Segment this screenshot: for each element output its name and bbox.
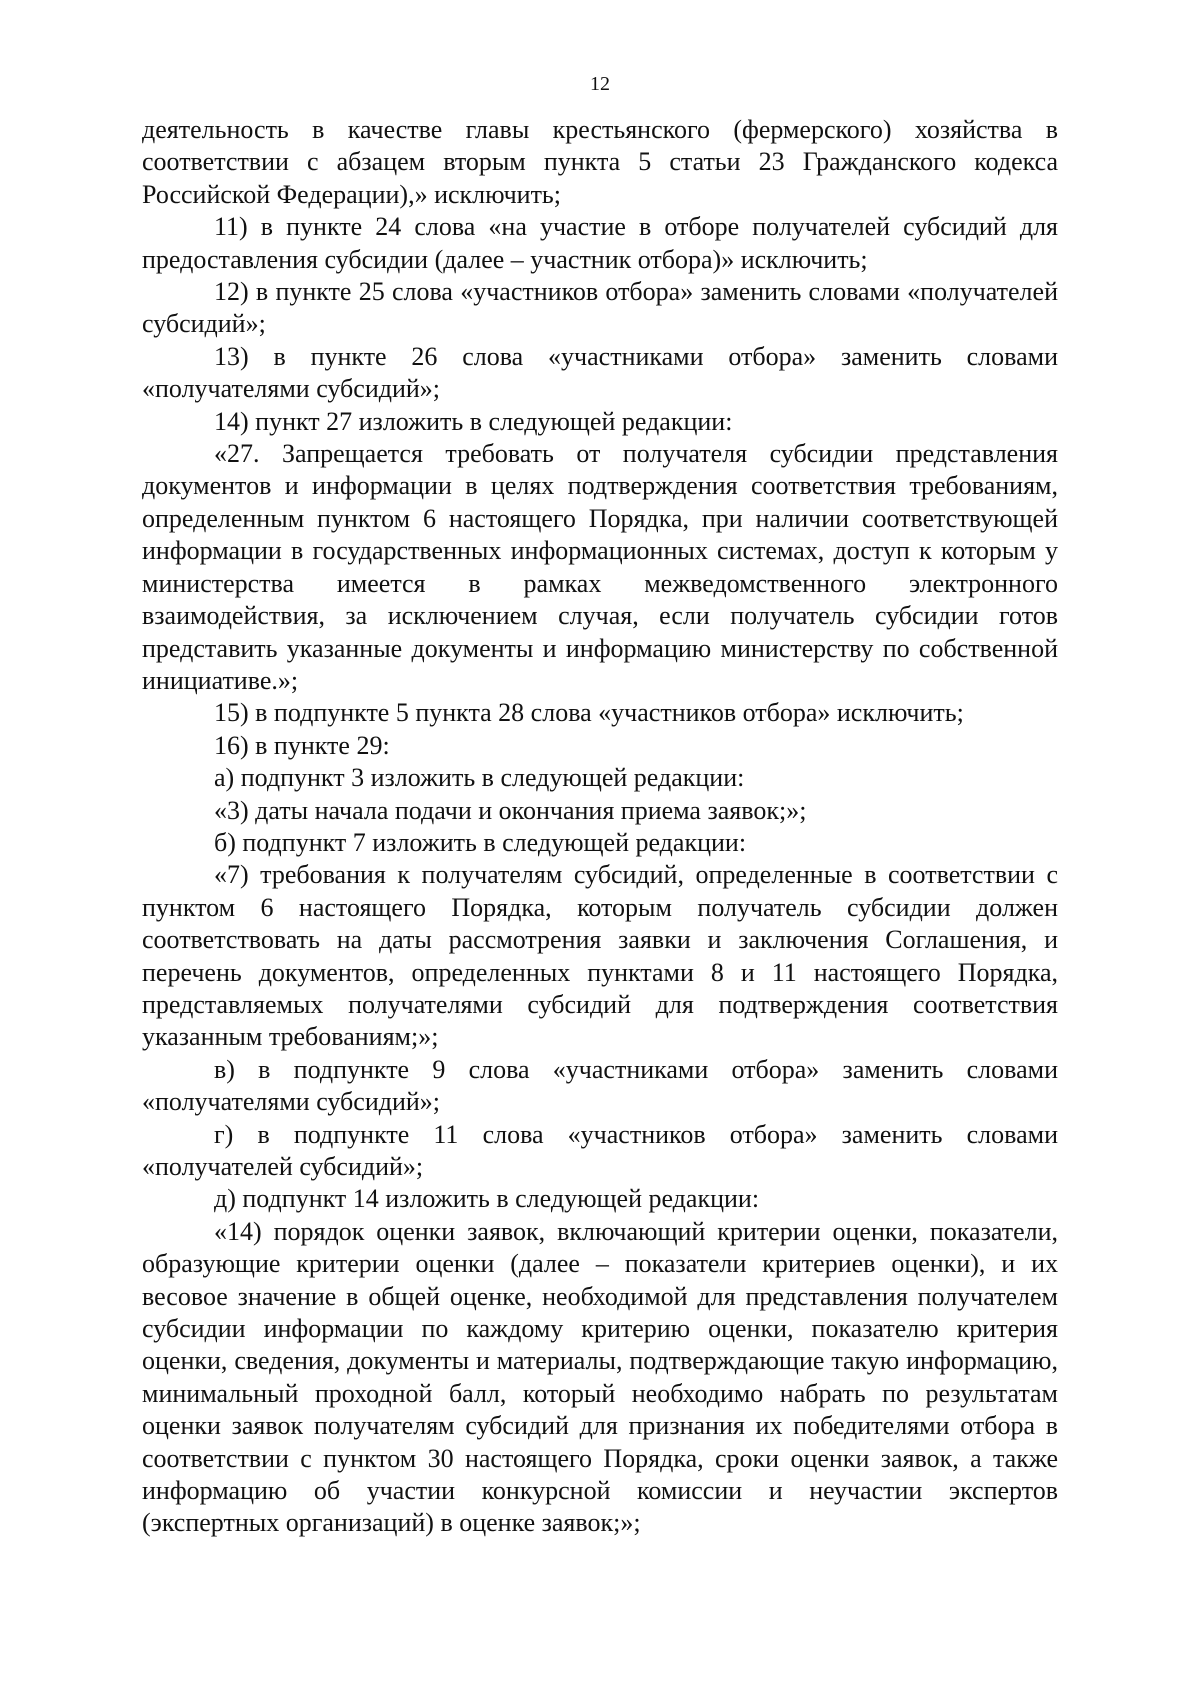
paragraph-8: а) подпункт 3 изложить в следующей редакции: (214, 763, 745, 793)
paragraph-6: 15) в подпункте 5 пункта 28 слова «участников отбора» исключить; (214, 698, 964, 728)
paragraph-7: 16) в пункте 29: (214, 730, 390, 760)
paragraph-14: д) подпункт 14 изложить в следующей редакции: (214, 1184, 760, 1214)
paragraph-11: «7) требования к получателям субсидий, определенные в соответствии с пунктом 6 настоящего Порядка, которым получатель субсидии должен соответствовать на даты рассмотрения заявки и заключения Соглашения, и перечень документов, определенных пунктами 8 и 11 настоящего Порядка, представляемых получателями субсидий для подтверждения соответствия указанным требованиям;»; (142, 860, 1058, 1052)
document-body (142, 114, 1058, 1540)
paragraph-12: в) в подпункте 9 слова «участниками отбора» заменить словами «получателями субсидий»; (142, 1054, 1058, 1117)
paragraph-2: 12) в пункте 25 слова «участников отбора» заменить словами «получателей субсидий»; (142, 277, 1058, 339)
page-number: 12 (590, 73, 610, 95)
paragraph-15: «14) порядок оценки заявок, включающий критерии оценки, показатели, образующие критерии оценки (далее – показатели критериев оценки), и их весовое значение в общей оценке, необходимой для представления получателем субсидии информации по каждому критерию оценки, показателю критерия оценки, сведения, документы и материалы, подтверждающие такую информацию, минимальный проходной балл, который необходимо набрать по результатам оценки заявок получателям субсидий для признания их победителями отбора в соответствии с пунктом 30 настоящего Порядка, сроки оценки заявок, а также информацию об участии конкурсной комиссии и неучастии экспертов (экспертных организаций) в оценке заявок;»; (142, 1216, 1058, 1538)
paragraph-9: «3) даты начала подачи и окончания приема заявок;»; (214, 795, 807, 825)
paragraph-5: «27. Запрещается требовать от получателя субсидии представления документов и информации в целях подтверждения соответствия требованиям, определенным пунктом 6 настоящего Порядка, при наличии соответствующей информации в государственных информационных системах, доступ к которым у министерства имеется в рамках межведомственного электронного взаимодействия, за исключением случая, если получатель субсидии готов представить указанные документы и информацию министерству по собственной инициативе.»; (142, 439, 1058, 695)
paragraph-3: 13) в пункте 26 слова «участниками отбора» заменить словами «получателями субсидий»; (142, 341, 1058, 404)
paragraph-0: деятельность в качестве главы крестьянского (фермерского) хозяйства в соответствии с абзацем вторым пункта 5 статьи 23 Гражданского кодекса Российской Федерации),» исключить; (142, 115, 1058, 209)
paragraph-1: 11) в пункте 24 слова «на участие в отборе получателей субсидий для предоставления субсидии (далее – участник отбора)» исключить; (142, 212, 1058, 274)
paragraph-4: 14) пункт 27 изложить в следующей редакции: (214, 406, 733, 436)
paragraph-10: б) подпункт 7 изложить в следующей редакции: (214, 827, 747, 857)
paragraph-13: г) в подпункте 11 слова «участников отбора» заменить словами «получателей субсидий»; (142, 1119, 1058, 1181)
